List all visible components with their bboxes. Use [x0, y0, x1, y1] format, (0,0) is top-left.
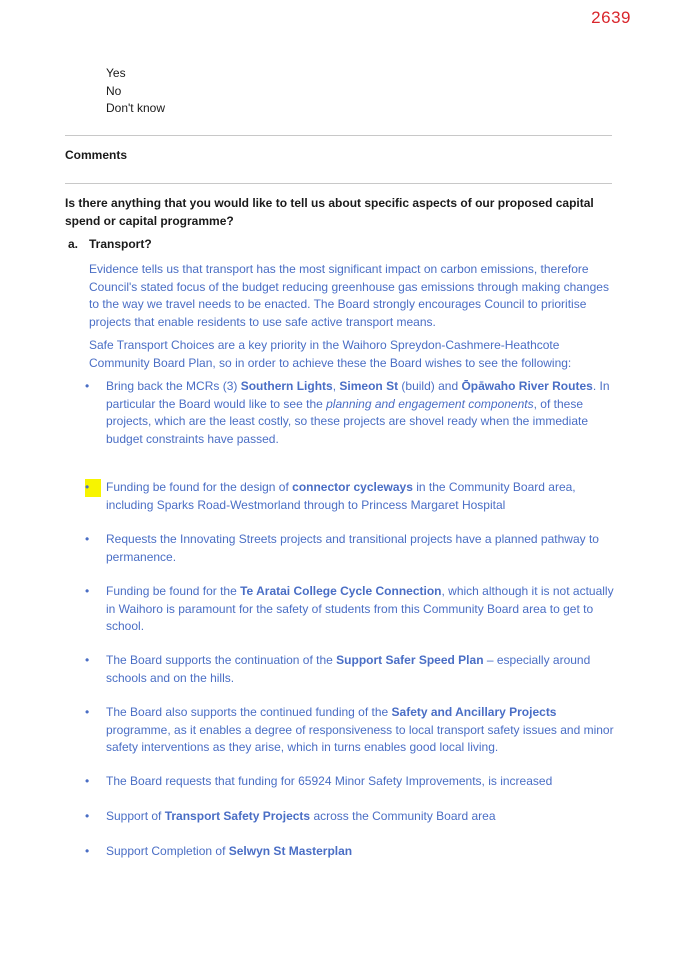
text-run: , of these projects, which are the least costly, so these projects are shovel ready when the immediate budget constraints have passed.: [106, 396, 589, 446]
divider-comments: [65, 183, 612, 184]
comments-heading: Comments: [65, 148, 128, 162]
bold-run: Safety and Ancillary Projects: [391, 705, 557, 719]
text-run: Bring back the MCRs (3): [106, 379, 241, 393]
text-run: The Board requests that funding for 65924 Minor Safety Improvements, is increased: [106, 774, 553, 788]
bullet-item: [85, 773, 620, 791]
bullet-marker: •: [85, 844, 90, 858]
bullet-marker: •: [85, 532, 90, 546]
bullet-item: [85, 808, 620, 826]
text-run: programme, as it enables a degree of responsiveness to local transport safety issues and minor safety interventions as they arise, which in turns enables good local living.: [106, 722, 614, 754]
bullet-item: [85, 531, 620, 566]
bullet-text: [106, 843, 620, 861]
bullet-text: [106, 704, 620, 757]
text-run: Funding be found for the: [106, 584, 241, 598]
bullet-item: [85, 583, 620, 636]
section-heading: [68, 237, 152, 251]
section-title: Transport?: [89, 237, 152, 251]
bullet-marker: •: [85, 653, 90, 667]
bullet-marker: •: [85, 584, 90, 598]
bold-run: Support Safer Speed Plan: [336, 653, 484, 667]
section-letter: a.: [68, 237, 79, 251]
bullet-text: [106, 531, 620, 566]
bullet-text: [106, 583, 620, 636]
bullet-marker-highlighted: •: [85, 479, 101, 497]
option-yes: Yes: [106, 66, 126, 80]
bullet-marker: •: [85, 379, 90, 393]
bold-run: Ōpāwaho River Routes: [461, 379, 593, 393]
bullet-text: [106, 808, 620, 826]
question-heading: Is there anything that you would like to tell us about specific aspects of our proposed capital spend or capital programme?: [65, 196, 594, 228]
text-run: in the Community Board area, including Sparks Road-Westmorland through to Princess Margaret Hospital: [106, 480, 576, 512]
bullet-text: [106, 479, 620, 514]
bullet-item: [85, 378, 620, 448]
text-run: Support of: [106, 809, 165, 823]
divider-top: [65, 135, 612, 136]
bold-run: Simeon St: [339, 379, 399, 393]
bullet-item: [85, 479, 620, 514]
text-run: Funding be found for the design of: [106, 480, 293, 494]
text-run: , which although it is not actually in Waihoro is paramount for the safety of students from this Community Board area to get to school.: [106, 584, 614, 633]
bullet-marker: •: [85, 705, 90, 719]
text-run: – especially around schools and on the hills.: [106, 653, 591, 685]
text-run: The Board also supports the continued funding of the: [106, 705, 392, 719]
text-run: . In particular the Board would like to see the: [106, 379, 610, 411]
bullet-item: [85, 704, 620, 757]
italic-run: planning and engagement components: [326, 396, 534, 411]
bullet-item: [85, 843, 620, 861]
bullet-text: [106, 773, 620, 791]
bullet-item: [85, 652, 620, 687]
paragraph-safe-transport: Safe Transport Choices are a key priority in the Waihoro Spreydon-Cashmere-Heathcote Community Board Plan, so in order to achieve these the Board wishes to see the following:: [89, 338, 572, 370]
bold-run: connector cycleways: [292, 480, 413, 494]
text-run: across the Community Board area: [310, 809, 496, 823]
page-number: 2639: [591, 8, 631, 27]
bullet-marker: •: [85, 774, 90, 788]
bold-run: Selwyn St Masterplan: [228, 844, 353, 858]
option-no: No: [106, 83, 122, 98]
bullet-text: [106, 652, 620, 687]
bold-run: Transport Safety Projects: [164, 809, 311, 823]
bold-run: Southern Lights: [240, 379, 333, 393]
paragraph-evidence: Evidence tells us that transport has the most significant impact on carbon emissions, therefore Council's stated focus of the budget reducing greenhouse gas emissions through making changes to the way we travel needs to be enacted. The Board strongly encourages Council to prioritise projects that enable residents to use safe active transport means.: [89, 262, 609, 329]
bullet-marker: •: [85, 809, 90, 823]
text-run: Requests the Innovating Streets projects and transitional projects have a planned pathway to permanence.: [106, 532, 599, 564]
answer-options: [106, 65, 165, 118]
bullet-text: [106, 378, 620, 448]
text-run: The Board supports the continuation of the: [106, 653, 337, 667]
option-dont-know: Don't know: [106, 101, 165, 115]
text-run: (build) and: [398, 379, 462, 393]
bold-run: Te Aratai College Cycle Connection: [240, 584, 442, 598]
text-run: ,: [332, 379, 340, 393]
text-run: Support Completion of: [106, 844, 229, 858]
